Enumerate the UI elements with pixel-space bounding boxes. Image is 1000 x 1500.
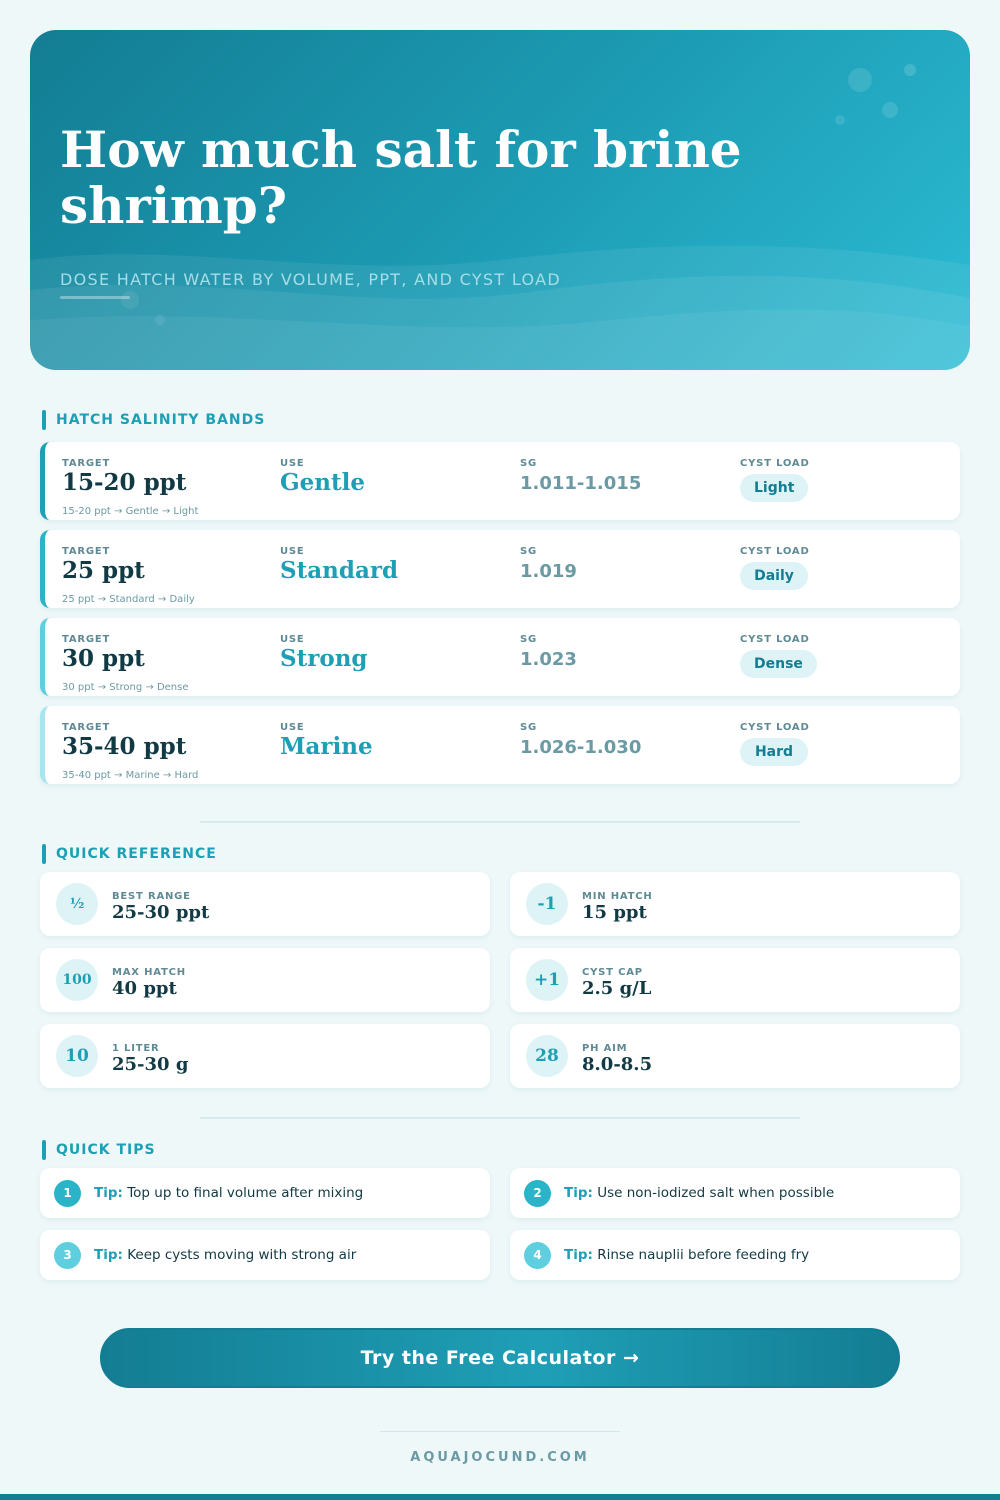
reference-value: 15 ppt [582, 902, 647, 923]
band-target-value: 35-40 ppt [62, 733, 187, 760]
tip-card [40, 1230, 490, 1280]
band-target-value: 25 ppt [62, 557, 145, 584]
band-summary: 35-40 ppt → Marine → Hard [62, 770, 199, 781]
divider [200, 1117, 800, 1119]
band-sg-label: SG [520, 634, 538, 645]
band-sg-value: 1.019 [520, 561, 577, 582]
reference-badge: ½ [56, 883, 98, 925]
page-title: How much salt for brine shrimp? [60, 120, 742, 235]
page-subtitle: DOSE HATCH WATER BY VOLUME, PPT, AND CYST LOAD [60, 270, 561, 289]
reference-value: 2.5 g/L [582, 978, 652, 999]
tip-prefix: Tip: [564, 1185, 593, 1201]
band-sg-label: SG [520, 458, 538, 469]
band-load-label: CYST LOAD [740, 458, 810, 469]
tip-text [564, 1247, 809, 1263]
band-target-value: 30 ppt [62, 645, 145, 672]
tip-prefix: Tip: [94, 1247, 123, 1263]
tip-prefix: Tip: [564, 1247, 593, 1263]
band-load-label: CYST LOAD [740, 546, 810, 557]
cyst-load-badge: Light [740, 474, 808, 502]
subtitle-underline [60, 296, 130, 299]
tip-body: Top up to final volume after mixing [127, 1185, 364, 1201]
band-target-label: TARGET [62, 722, 111, 733]
band-load-label: CYST LOAD [740, 722, 810, 733]
salinity-band-row [40, 442, 960, 520]
salinity-band-row [40, 530, 960, 608]
band-target-label: TARGET [62, 546, 111, 557]
reference-label: BEST RANGE [112, 891, 191, 902]
band-sg-value: 1.011-1.015 [520, 473, 642, 494]
band-summary: 25 ppt → Standard → Daily [62, 594, 195, 605]
band-target-label: TARGET [62, 458, 111, 469]
tip-body: Rinse nauplii before feeding fry [597, 1247, 810, 1263]
band-load-label: CYST LOAD [740, 634, 810, 645]
reference-value: 25-30 ppt [112, 902, 210, 923]
tip-text [94, 1247, 356, 1263]
reference-label: 1 LITER [112, 1043, 160, 1054]
section-heading-bands: HATCH SALINITY BANDS [42, 410, 265, 430]
reference-badge: -1 [526, 883, 568, 925]
band-use-value: Strong [280, 645, 368, 672]
band-use-value: Standard [280, 557, 399, 584]
reference-value: 8.0-8.5 [582, 1054, 653, 1075]
reference-card [510, 1024, 960, 1088]
band-summary: 15-20 ppt → Gentle → Light [62, 506, 199, 517]
section-heading-reference: QUICK REFERENCE [42, 844, 217, 864]
band-sg-label: SG [520, 722, 538, 733]
reference-card [40, 1024, 490, 1088]
band-target-value: 15-20 ppt [62, 469, 187, 496]
reference-card [510, 872, 960, 936]
reference-label: CYST CAP [582, 967, 643, 978]
band-use-label: USE [280, 634, 305, 645]
tip-body: Keep cysts moving with strong air [127, 1247, 357, 1263]
salinity-band-row [40, 618, 960, 696]
calculator-cta-button[interactable]: Try the Free Calculator → [100, 1328, 900, 1388]
tip-number: 1 [54, 1180, 81, 1207]
tip-card [40, 1168, 490, 1218]
band-target-label: TARGET [62, 634, 111, 645]
band-use-label: USE [280, 722, 305, 733]
band-sg-value: 1.026-1.030 [520, 737, 642, 758]
reference-card [40, 872, 490, 936]
hero-banner [30, 30, 970, 370]
reference-badge: +1 [526, 959, 568, 1001]
section-heading-tips: QUICK TIPS [42, 1140, 156, 1160]
reference-card [40, 948, 490, 1012]
reference-label: MAX HATCH [112, 967, 186, 978]
cyst-load-badge: Daily [740, 562, 808, 590]
tip-number: 4 [524, 1242, 551, 1269]
band-sg-label: SG [520, 546, 538, 557]
tip-card [510, 1230, 960, 1280]
cyst-load-badge: Hard [740, 738, 808, 766]
footer-divider [380, 1431, 620, 1432]
band-use-label: USE [280, 546, 305, 557]
bottom-bar [0, 1494, 1000, 1500]
divider [200, 821, 800, 823]
tip-number: 2 [524, 1180, 551, 1207]
cyst-load-badge: Dense [740, 650, 817, 678]
tip-card [510, 1168, 960, 1218]
tip-text [564, 1185, 834, 1201]
band-sg-value: 1.023 [520, 649, 577, 670]
reference-card [510, 948, 960, 1012]
reference-badge: 10 [56, 1035, 98, 1077]
salinity-band-row [40, 706, 960, 784]
reference-badge: 28 [526, 1035, 568, 1077]
reference-label: PH AIM [582, 1043, 628, 1054]
reference-value: 40 ppt [112, 978, 177, 999]
tip-text [94, 1185, 363, 1201]
band-summary: 30 ppt → Strong → Dense [62, 682, 189, 693]
band-use-value: Marine [280, 733, 373, 760]
tip-body: Use non-iodized salt when possible [597, 1185, 835, 1201]
footer-site: AQUAJOCUND.COM [410, 1450, 590, 1465]
reference-badge: 100 [56, 959, 98, 1001]
band-use-label: USE [280, 458, 305, 469]
band-use-value: Gentle [280, 469, 365, 496]
reference-value: 25-30 g [112, 1054, 189, 1075]
reference-label: MIN HATCH [582, 891, 653, 902]
tip-number: 3 [54, 1242, 81, 1269]
tip-prefix: Tip: [94, 1185, 123, 1201]
